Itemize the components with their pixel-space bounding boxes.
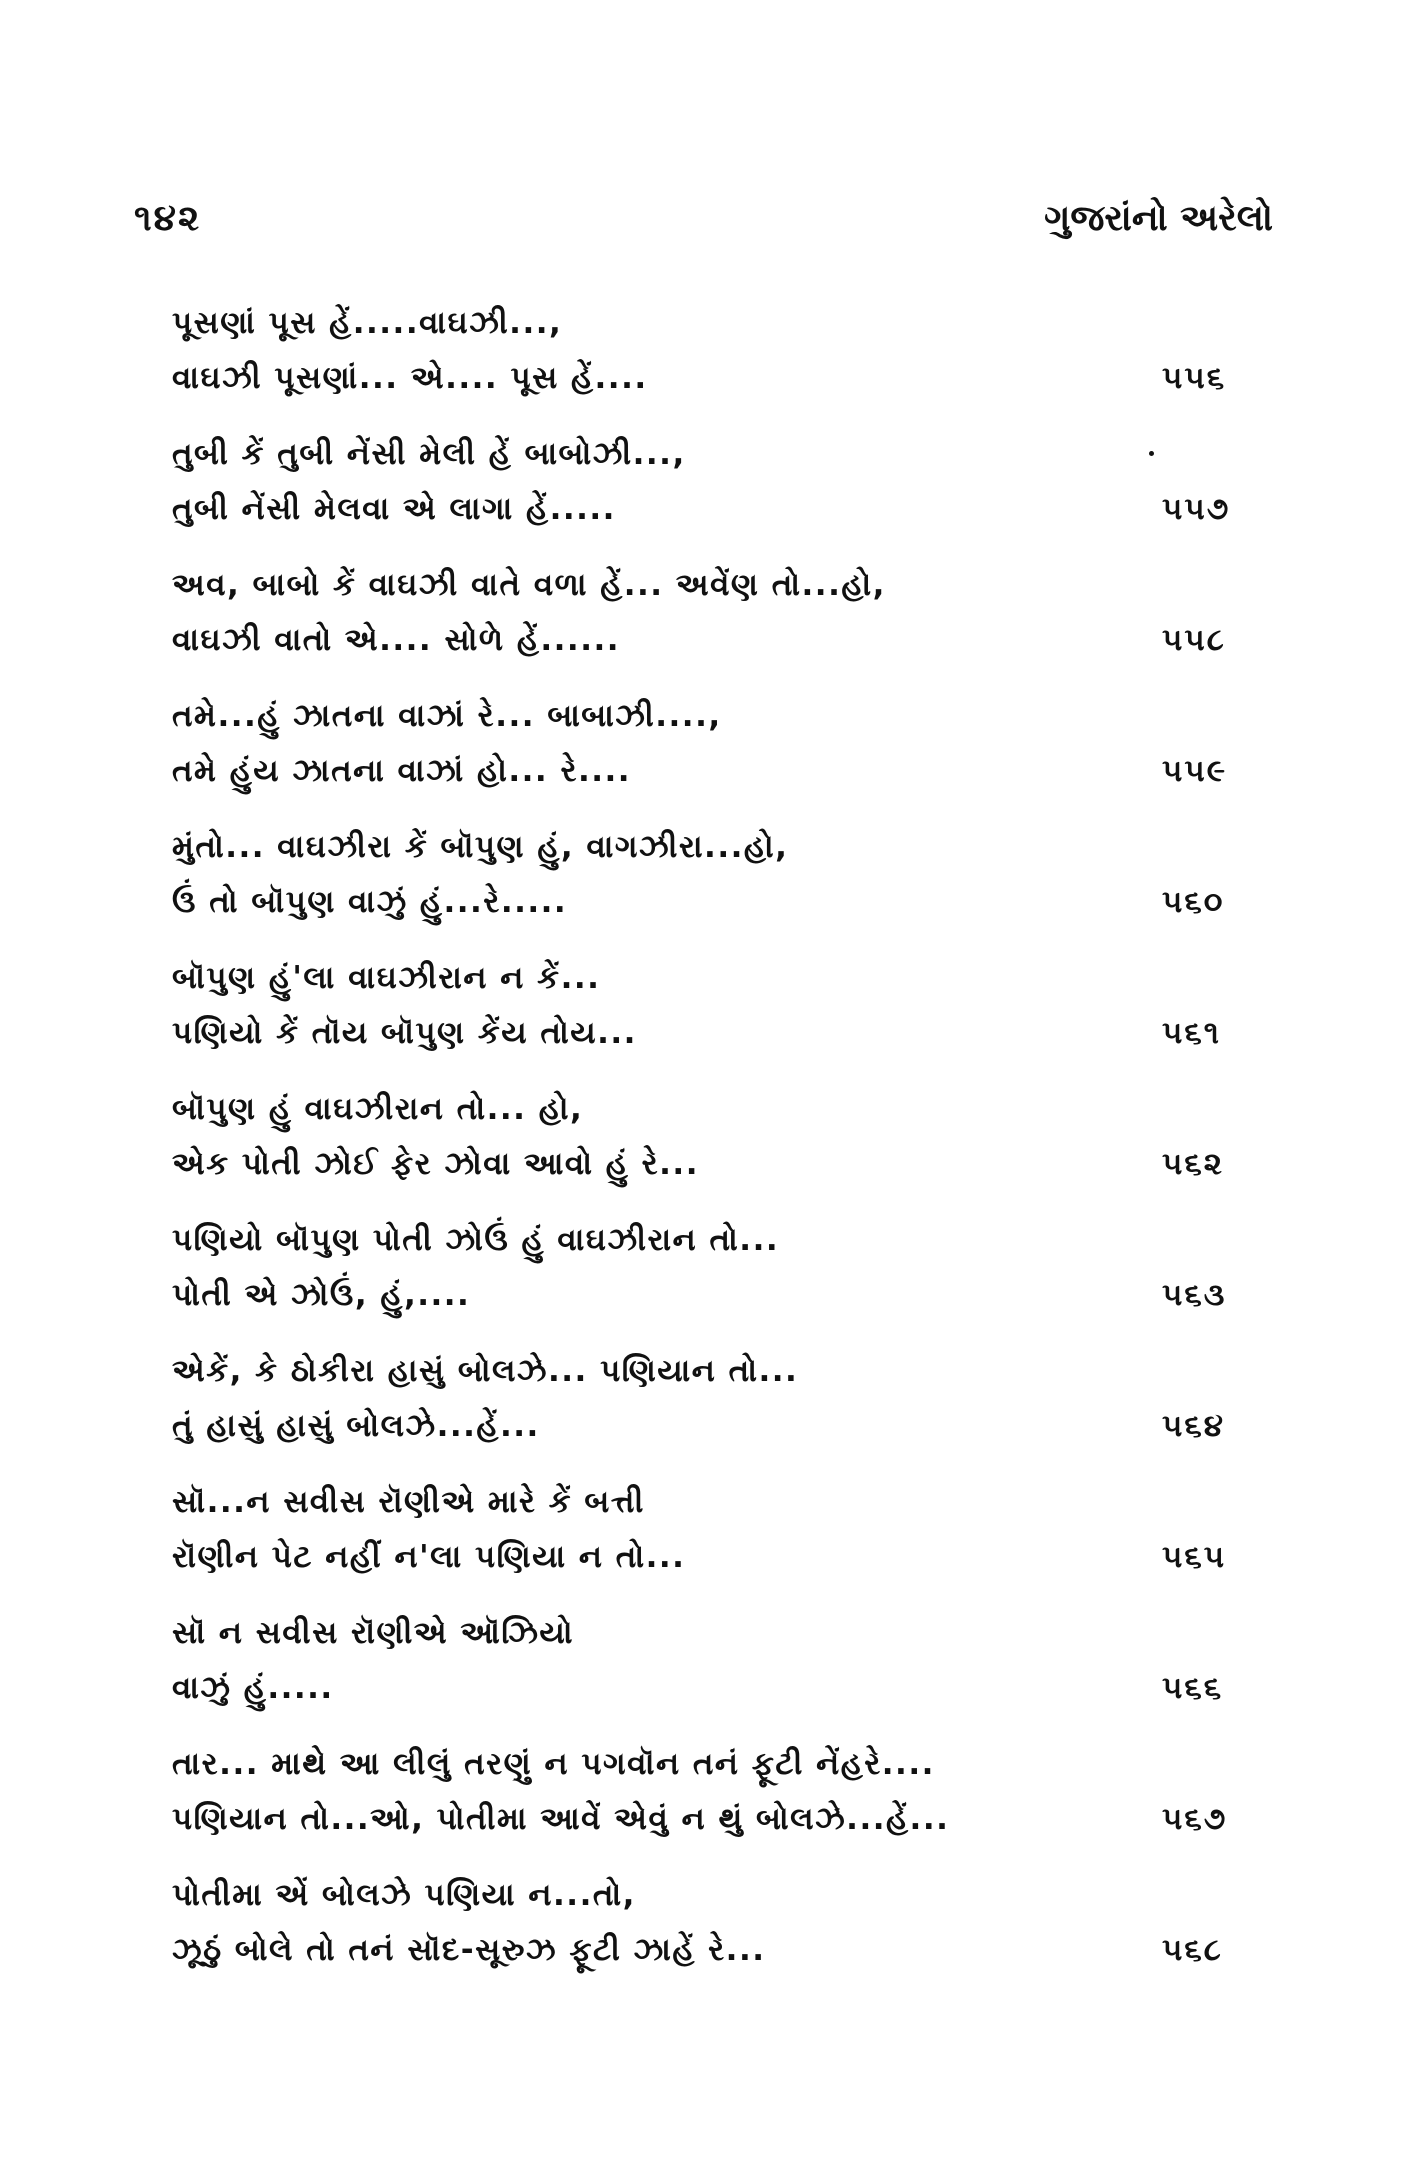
verse-line: તુબી કેં તુબી નેંસી મેલી હેં બાબોઝી..., (172, 436, 686, 472)
verse-line: તમે હુંય ઝાતના વાઝાં હો... રે.... (172, 753, 632, 789)
verse-line: અવ, બાબો કેં વાઘઝી વાતે વળા હેં... અવેંણ તો...હો, (172, 567, 886, 603)
verse-line: પોતી એ ઝોઉં, હું,.... (172, 1277, 471, 1313)
verse-number: ૫૬૦ (1162, 884, 1225, 920)
verse-line: રૉણીન પેટ નહીં ન'લા પણિયા ન તો... (172, 1539, 686, 1575)
verse-line: તુબી નેંસી મેલવા એ લાગા હેં..... (172, 491, 616, 527)
verse-line: ઉં તો બૉપુણ વાઝું હું...રે..... (172, 884, 568, 920)
verse-line: એકેં, કે ઠોકીરા હાસું બોલઝે... પણિયાન તો... (172, 1353, 799, 1389)
verse-number: ૫૬૪ (1162, 1408, 1225, 1444)
verse-number: ૫૫૮ (1162, 622, 1226, 658)
verse-number: ૫૬૭ (1162, 1801, 1228, 1837)
verse-line: પણિયો કેં તૉય બૉપુણ કેંય તોય... (172, 1015, 637, 1051)
verse-number: ૫૬૫ (1162, 1539, 1227, 1575)
verse-line: વાઘઝી વાતો એ.... સોળે હેં...... (172, 622, 621, 658)
verse-number: ૫૫૭ (1162, 491, 1231, 527)
stanza (172, 1082, 1242, 1213)
page-number: ૧૪૨ (134, 198, 202, 239)
stanza (172, 820, 1242, 951)
stanza (172, 296, 1242, 427)
verse-number: ૫૬૬ (1162, 1670, 1224, 1706)
verse-number: ૫૫૯ (1162, 753, 1228, 789)
verse-line: તમે...હું ઝાતના વાઝાં રે... બાબાઝી...., (172, 698, 722, 734)
stanza (172, 1213, 1242, 1344)
verse-number: ૫૫૬ (1162, 360, 1227, 396)
verse-number: ૫૬૨ (1162, 1146, 1224, 1182)
verse-line: તાર... માથે આ લીલું તરણું ન પગવૉન તનં ફૂટી નેંહરે.... (172, 1746, 935, 1782)
verse-line: પણિયો બૉપુણ પોતી ઝોઉં હું વાઘઝીરાન તો... (172, 1222, 780, 1258)
stanza (172, 1475, 1242, 1606)
stanza (172, 1344, 1242, 1475)
verse-line: ઝૂઠું બોલે તો તનં સૉદ-સૂરુઝ ફૂટી ઝાહેં રે... (172, 1932, 766, 1968)
stanza (172, 1737, 1242, 1868)
verse-line: સૉ ન સવીસ રૉણીએ ઑઝિયો (172, 1615, 575, 1651)
verse-line: બૉપુણ હું'લા વાઘઝીરાન ન કેં... (172, 960, 601, 996)
stanza (172, 427, 1242, 558)
verse-line: પોતીમા એં બોલઝે પણિયા ન...તો, (172, 1877, 636, 1913)
stanza (172, 1868, 1242, 1999)
running-head (134, 198, 1273, 258)
verse-line: પૂસણાં પૂસ હેં.....વાઘઝી..., (172, 305, 563, 341)
stanza (172, 558, 1242, 689)
verse-line: બૉપુણ હું વાઘઝીરાન તો... હો, (172, 1091, 584, 1127)
verse-line: વાઘઝી પૂસણાં... એ.... પૂસ હેં.... (172, 360, 648, 396)
stanza (172, 951, 1242, 1082)
verse-line: પણિયાન તો...ઓ, પોતીમા આવેં એવું ન થું બોલઝે...હેં... (172, 1801, 950, 1837)
verse-line: વાઝું હું..... (172, 1670, 334, 1706)
verse-number: ૫૬૮ (1162, 1932, 1223, 1968)
verse-line: તું હાસું હાસું બોલઝે...હેં... (172, 1408, 540, 1444)
verse-number: ૫૬૩ (1162, 1277, 1227, 1313)
stanza (172, 689, 1242, 820)
stanza (172, 1606, 1242, 1737)
book-title: ગુજરાંનો અરેલો (1044, 198, 1273, 239)
verse-line: સૉ...ન સવીસ રૉણીએ મારે કેં બત્તી (172, 1484, 645, 1520)
verse-number: ૫૬૧ (1162, 1015, 1221, 1051)
verse-list (172, 296, 1242, 1999)
verse-line: મુંતો... વાઘઝીરા કેં બૉપુણ હું, વાગઝીરા...હો, (172, 829, 789, 865)
verse-line: એક પોતી ઝોઈ ફેર ઝોવા આવો હું રે... (172, 1146, 699, 1182)
